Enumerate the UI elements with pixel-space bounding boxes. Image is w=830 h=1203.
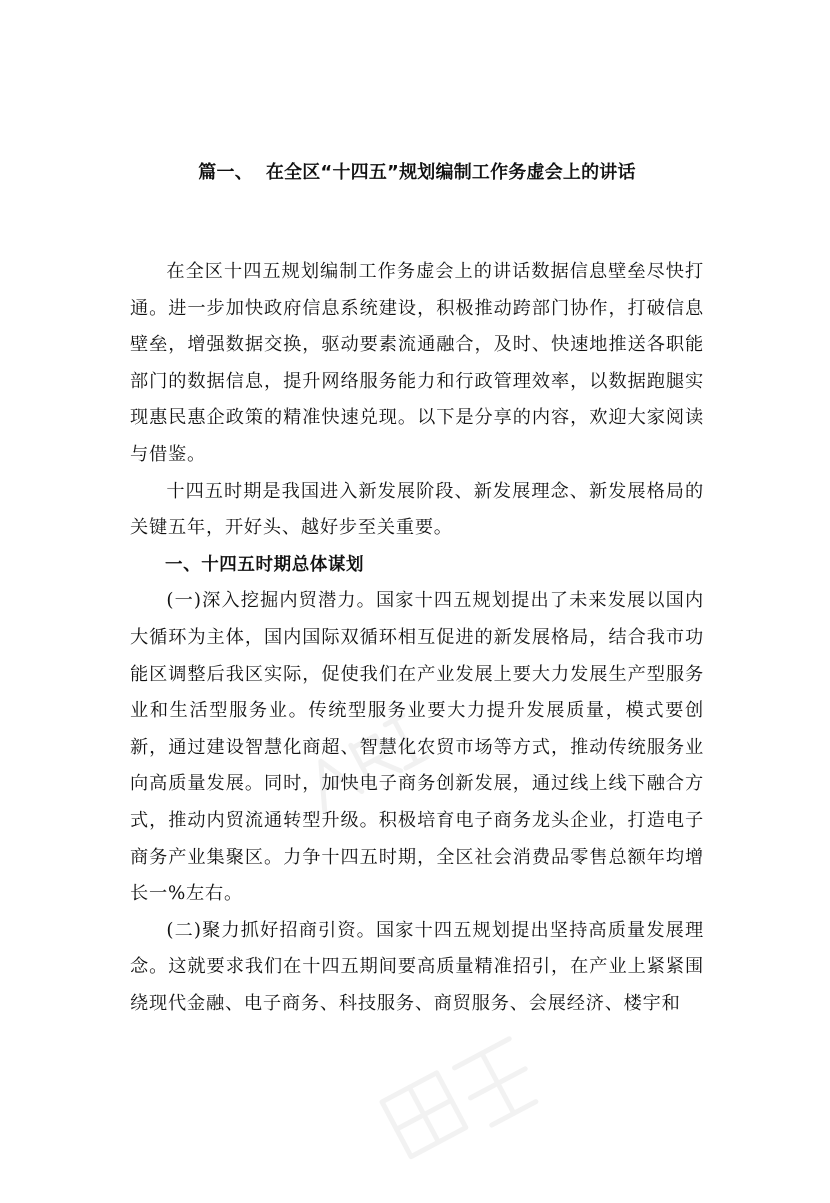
document-title: 篇一、 在全区“十四五”规划编制工作务虚会上的讲话 [198, 162, 636, 183]
watermark-stamp-icon [350, 1003, 577, 1203]
intro-paragraph: 在全区十四五规划编制工作务虚会上的讲话数据信息壁垒尽快打通。进一步加快政府信息系统建设，积极推动跨部门协作，打破信息壁垒，增强数据交换，驱动要素流通融合，及时、快速地推送各职能部门的数据信息，提升网络服务能力和行政管理效率，以数据跑腿实现惠民惠企政策的精准快速兑现。以下是分享的内容，欢迎大家阅读与借鉴。 [130, 261, 704, 465]
section-paragraph-1: (一)深入挖掘内贸潜力。国家十四五规划提出了未来发展以国内大循环为主体，国内国际双循环相互促进的新发展格局，结合我市功能区调整后我区实际，促使我们在产业发展上要大力发展生产型服务业和生活型服务业。传统型服务业要大力提升发展质量，模式要创新，通过建设智慧化商超、智慧化农贸市场等方式，推动传统服务业向高质量发展。同时，加快电子商务创新发展，通过线上线下融合方式，推动内贸流通转型升级。积极培育电子商务龙头企业，打造电子商务产业集聚区。力争十四五时期，全区社会消费品零售总额年均增长一%左右。 [130, 590, 704, 905]
document-body [130, 254, 704, 1022]
section-heading: 一、十四五时期总体谋划 [165, 554, 365, 575]
section-paragraph-2: (二)聚力抓好招商引资。国家十四五规划提出坚持高质量发展理念。这就要求我们在十四五期间要高质量精准招引，在产业上紧紧围绕现代金融、电子商务、科技服务、商贸服务、会展经济、楼宇和 [130, 919, 704, 1014]
context-paragraph: 十四五时期是我国进入新发展阶段、新发展理念、新发展格局的关键五年，开好头、越好步至关重要。 [130, 480, 704, 539]
